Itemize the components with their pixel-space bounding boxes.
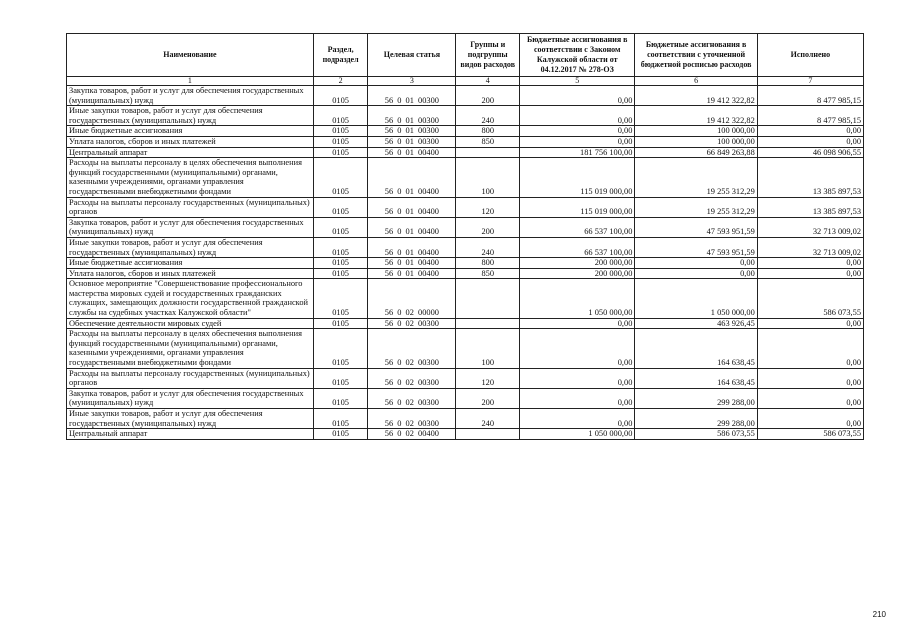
column-number: 4 (456, 77, 520, 86)
table-row (67, 106, 864, 126)
cell-approved: 1 050 000,00 (520, 429, 635, 440)
page-number: 210 (872, 610, 886, 619)
cell-section: 0105 (313, 258, 368, 269)
cell-executed: 586 073,55 (757, 279, 863, 318)
cell-target-article: 56 0 01 00400 (368, 237, 456, 257)
header-target-article: Целевая статья (368, 34, 456, 77)
cell-name: Иные закупки товаров, работ и услуг для обеспечения государственных (муниципальных) нужд (67, 106, 314, 126)
cell-executed: 0,00 (757, 268, 863, 279)
cell-expense-group: 850 (456, 136, 520, 147)
cell-expense-group: 120 (456, 197, 520, 217)
cell-section: 0105 (313, 409, 368, 429)
table-body (67, 86, 864, 440)
cell-refined: 66 849 263,88 (635, 147, 757, 158)
cell-executed: 0,00 (757, 136, 863, 147)
cell-approved: 0,00 (520, 106, 635, 126)
cell-expense-group: 240 (456, 237, 520, 257)
cell-target-article: 56 0 02 00000 (368, 279, 456, 318)
cell-section: 0105 (313, 197, 368, 217)
cell-name: Иные закупки товаров, работ и услуг для обеспечения государственных (муниципальных) нужд (67, 237, 314, 257)
cell-section: 0105 (313, 318, 368, 329)
cell-expense-group (456, 279, 520, 318)
cell-refined: 19 412 322,82 (635, 86, 757, 106)
cell-expense-group: 200 (456, 86, 520, 106)
column-number: 6 (635, 77, 757, 86)
cell-refined: 299 288,00 (635, 388, 757, 408)
cell-approved: 66 537 100,00 (520, 217, 635, 237)
cell-refined: 164 638,45 (635, 329, 757, 368)
cell-executed: 0,00 (757, 368, 863, 388)
cell-executed: 0,00 (757, 318, 863, 329)
cell-target-article: 56 0 01 00300 (368, 126, 456, 137)
table-row (67, 86, 864, 106)
cell-name: Закупка товаров, работ и услуг для обеспечения государственных (муниципальных) нужд (67, 388, 314, 408)
cell-target-article: 56 0 01 00400 (368, 268, 456, 279)
cell-name: Расходы на выплаты персоналу государственных (муниципальных) органов (67, 197, 314, 217)
header-name: Наименование (67, 34, 314, 77)
cell-target-article: 56 0 01 00400 (368, 197, 456, 217)
cell-executed: 8 477 985,15 (757, 106, 863, 126)
cell-approved: 66 537 100,00 (520, 237, 635, 257)
cell-name: Основное мероприятие "Совершенствование профессионального мастерства мировых судей и государственных гражданских служащих, замещающих должности государственной гражданской службы на судебных участках Калужской области" (67, 279, 314, 318)
cell-approved: 0,00 (520, 318, 635, 329)
cell-executed: 46 098 906,55 (757, 147, 863, 158)
cell-expense-group: 100 (456, 158, 520, 197)
cell-approved: 1 050 000,00 (520, 279, 635, 318)
header-section: Раздел, подраздел (313, 34, 368, 77)
table-row (67, 388, 864, 408)
cell-refined: 1 050 000,00 (635, 279, 757, 318)
header-expense-group: Группы и подгруппы видов расходов (456, 34, 520, 77)
cell-name: Центральный аппарат (67, 147, 314, 158)
cell-expense-group: 240 (456, 409, 520, 429)
cell-section: 0105 (313, 237, 368, 257)
cell-approved: 0,00 (520, 368, 635, 388)
table-row (67, 318, 864, 329)
column-number-row (67, 77, 864, 86)
header-executed: Исполнено (757, 34, 863, 77)
cell-expense-group: 200 (456, 388, 520, 408)
header-refined: Бюджетные ассигнования в соответствии с уточненной бюджетной росписью расходов (635, 34, 757, 77)
cell-refined: 0,00 (635, 268, 757, 279)
cell-name: Расходы на выплаты персоналу государственных (муниципальных) органов (67, 368, 314, 388)
table-row (67, 197, 864, 217)
cell-approved: 0,00 (520, 388, 635, 408)
cell-section: 0105 (313, 126, 368, 137)
cell-target-article: 56 0 02 00300 (368, 409, 456, 429)
cell-section: 0105 (313, 268, 368, 279)
cell-expense-group (456, 429, 520, 440)
cell-refined: 100 000,00 (635, 126, 757, 137)
cell-name: Расходы на выплаты персоналу в целях обеспечения выполнения функций государственными (муниципальными) органами, казенными учреждениями, органами управления государственными внебюджетными фондами (67, 329, 314, 368)
cell-refined: 586 073,55 (635, 429, 757, 440)
cell-section: 0105 (313, 279, 368, 318)
cell-name: Центральный аппарат (67, 429, 314, 440)
cell-target-article: 56 0 01 00400 (368, 147, 456, 158)
cell-refined: 100 000,00 (635, 136, 757, 147)
cell-name: Иные бюджетные ассигнования (67, 126, 314, 137)
table-row (67, 217, 864, 237)
cell-executed: 0,00 (757, 329, 863, 368)
cell-name: Закупка товаров, работ и услуг для обеспечения государственных (муниципальных) нужд (67, 86, 314, 106)
cell-expense-group (456, 147, 520, 158)
column-number: 3 (368, 77, 456, 86)
cell-executed: 32 713 009,02 (757, 217, 863, 237)
column-number: 5 (520, 77, 635, 86)
cell-target-article: 56 0 01 00400 (368, 158, 456, 197)
cell-approved: 115 019 000,00 (520, 158, 635, 197)
cell-refined: 47 593 951,59 (635, 237, 757, 257)
cell-section: 0105 (313, 429, 368, 440)
cell-refined: 463 926,45 (635, 318, 757, 329)
table-row (67, 268, 864, 279)
cell-target-article: 56 0 02 00300 (368, 388, 456, 408)
cell-refined: 47 593 951,59 (635, 217, 757, 237)
cell-target-article: 56 0 02 00300 (368, 329, 456, 368)
cell-name: Уплата налогов, сборов и иных платежей (67, 268, 314, 279)
cell-section: 0105 (313, 86, 368, 106)
cell-approved: 0,00 (520, 126, 635, 137)
cell-refined: 299 288,00 (635, 409, 757, 429)
cell-target-article: 56 0 01 00300 (368, 86, 456, 106)
cell-executed: 13 385 897,53 (757, 197, 863, 217)
cell-refined: 164 638,45 (635, 368, 757, 388)
cell-name: Иные закупки товаров, работ и услуг для обеспечения государственных (муниципальных) нужд (67, 409, 314, 429)
cell-refined: 19 412 322,82 (635, 106, 757, 126)
cell-target-article: 56 0 02 00400 (368, 429, 456, 440)
cell-section: 0105 (313, 388, 368, 408)
cell-section: 0105 (313, 217, 368, 237)
cell-executed: 0,00 (757, 388, 863, 408)
cell-executed: 13 385 897,53 (757, 158, 863, 197)
cell-target-article: 56 0 01 00400 (368, 258, 456, 269)
column-number: 1 (67, 77, 314, 86)
cell-target-article: 56 0 01 00300 (368, 106, 456, 126)
cell-executed: 0,00 (757, 258, 863, 269)
cell-executed: 586 073,55 (757, 429, 863, 440)
cell-section: 0105 (313, 329, 368, 368)
cell-approved: 200 000,00 (520, 268, 635, 279)
table-row (67, 368, 864, 388)
cell-name: Обеспечение деятельности мировых судей (67, 318, 314, 329)
cell-approved: 0,00 (520, 409, 635, 429)
table-row (67, 158, 864, 197)
header-row (67, 34, 864, 77)
cell-name: Уплата налогов, сборов и иных платежей (67, 136, 314, 147)
cell-executed: 8 477 985,15 (757, 86, 863, 106)
table-row (67, 147, 864, 158)
cell-approved: 0,00 (520, 136, 635, 147)
cell-refined: 19 255 312,29 (635, 158, 757, 197)
table-row (67, 409, 864, 429)
cell-section: 0105 (313, 106, 368, 126)
cell-name: Закупка товаров, работ и услуг для обеспечения государственных (муниципальных) нужд (67, 217, 314, 237)
cell-target-article: 56 0 02 00300 (368, 368, 456, 388)
column-number: 2 (313, 77, 368, 86)
table-row (67, 329, 864, 368)
cell-expense-group: 240 (456, 106, 520, 126)
cell-approved: 115 019 000,00 (520, 197, 635, 217)
budget-table (66, 33, 864, 440)
column-number: 7 (757, 77, 863, 86)
cell-expense-group: 200 (456, 217, 520, 237)
table-row (67, 258, 864, 269)
table-row (67, 126, 864, 137)
cell-executed: 32 713 009,02 (757, 237, 863, 257)
cell-approved: 0,00 (520, 329, 635, 368)
cell-expense-group: 120 (456, 368, 520, 388)
cell-expense-group: 800 (456, 126, 520, 137)
cell-target-article: 56 0 01 00400 (368, 217, 456, 237)
table-row (67, 237, 864, 257)
cell-approved: 181 756 100,00 (520, 147, 635, 158)
cell-approved: 200 000,00 (520, 258, 635, 269)
cell-target-article: 56 0 02 00300 (368, 318, 456, 329)
cell-refined: 0,00 (635, 258, 757, 269)
cell-section: 0105 (313, 147, 368, 158)
cell-expense-group: 100 (456, 329, 520, 368)
cell-section: 0105 (313, 368, 368, 388)
cell-name: Расходы на выплаты персоналу в целях обеспечения выполнения функций государственными (муниципальными) органами, казенными учреждениями, органами управления государственными внебюджетными фондами (67, 158, 314, 197)
cell-expense-group: 850 (456, 268, 520, 279)
cell-section: 0105 (313, 136, 368, 147)
header-approved: Бюджетные ассигнования в соответствии с Законом Калужской области от 04.12.2017 № 278-ОЗ (520, 34, 635, 77)
cell-approved: 0,00 (520, 86, 635, 106)
table-row (67, 136, 864, 147)
cell-name: Иные бюджетные ассигнования (67, 258, 314, 269)
budget-document (66, 33, 864, 440)
table-row (67, 279, 864, 318)
cell-expense-group: 800 (456, 258, 520, 269)
cell-refined: 19 255 312,29 (635, 197, 757, 217)
cell-executed: 0,00 (757, 409, 863, 429)
table-row (67, 429, 864, 440)
cell-executed: 0,00 (757, 126, 863, 137)
cell-section: 0105 (313, 158, 368, 197)
cell-expense-group (456, 318, 520, 329)
cell-target-article: 56 0 01 00300 (368, 136, 456, 147)
